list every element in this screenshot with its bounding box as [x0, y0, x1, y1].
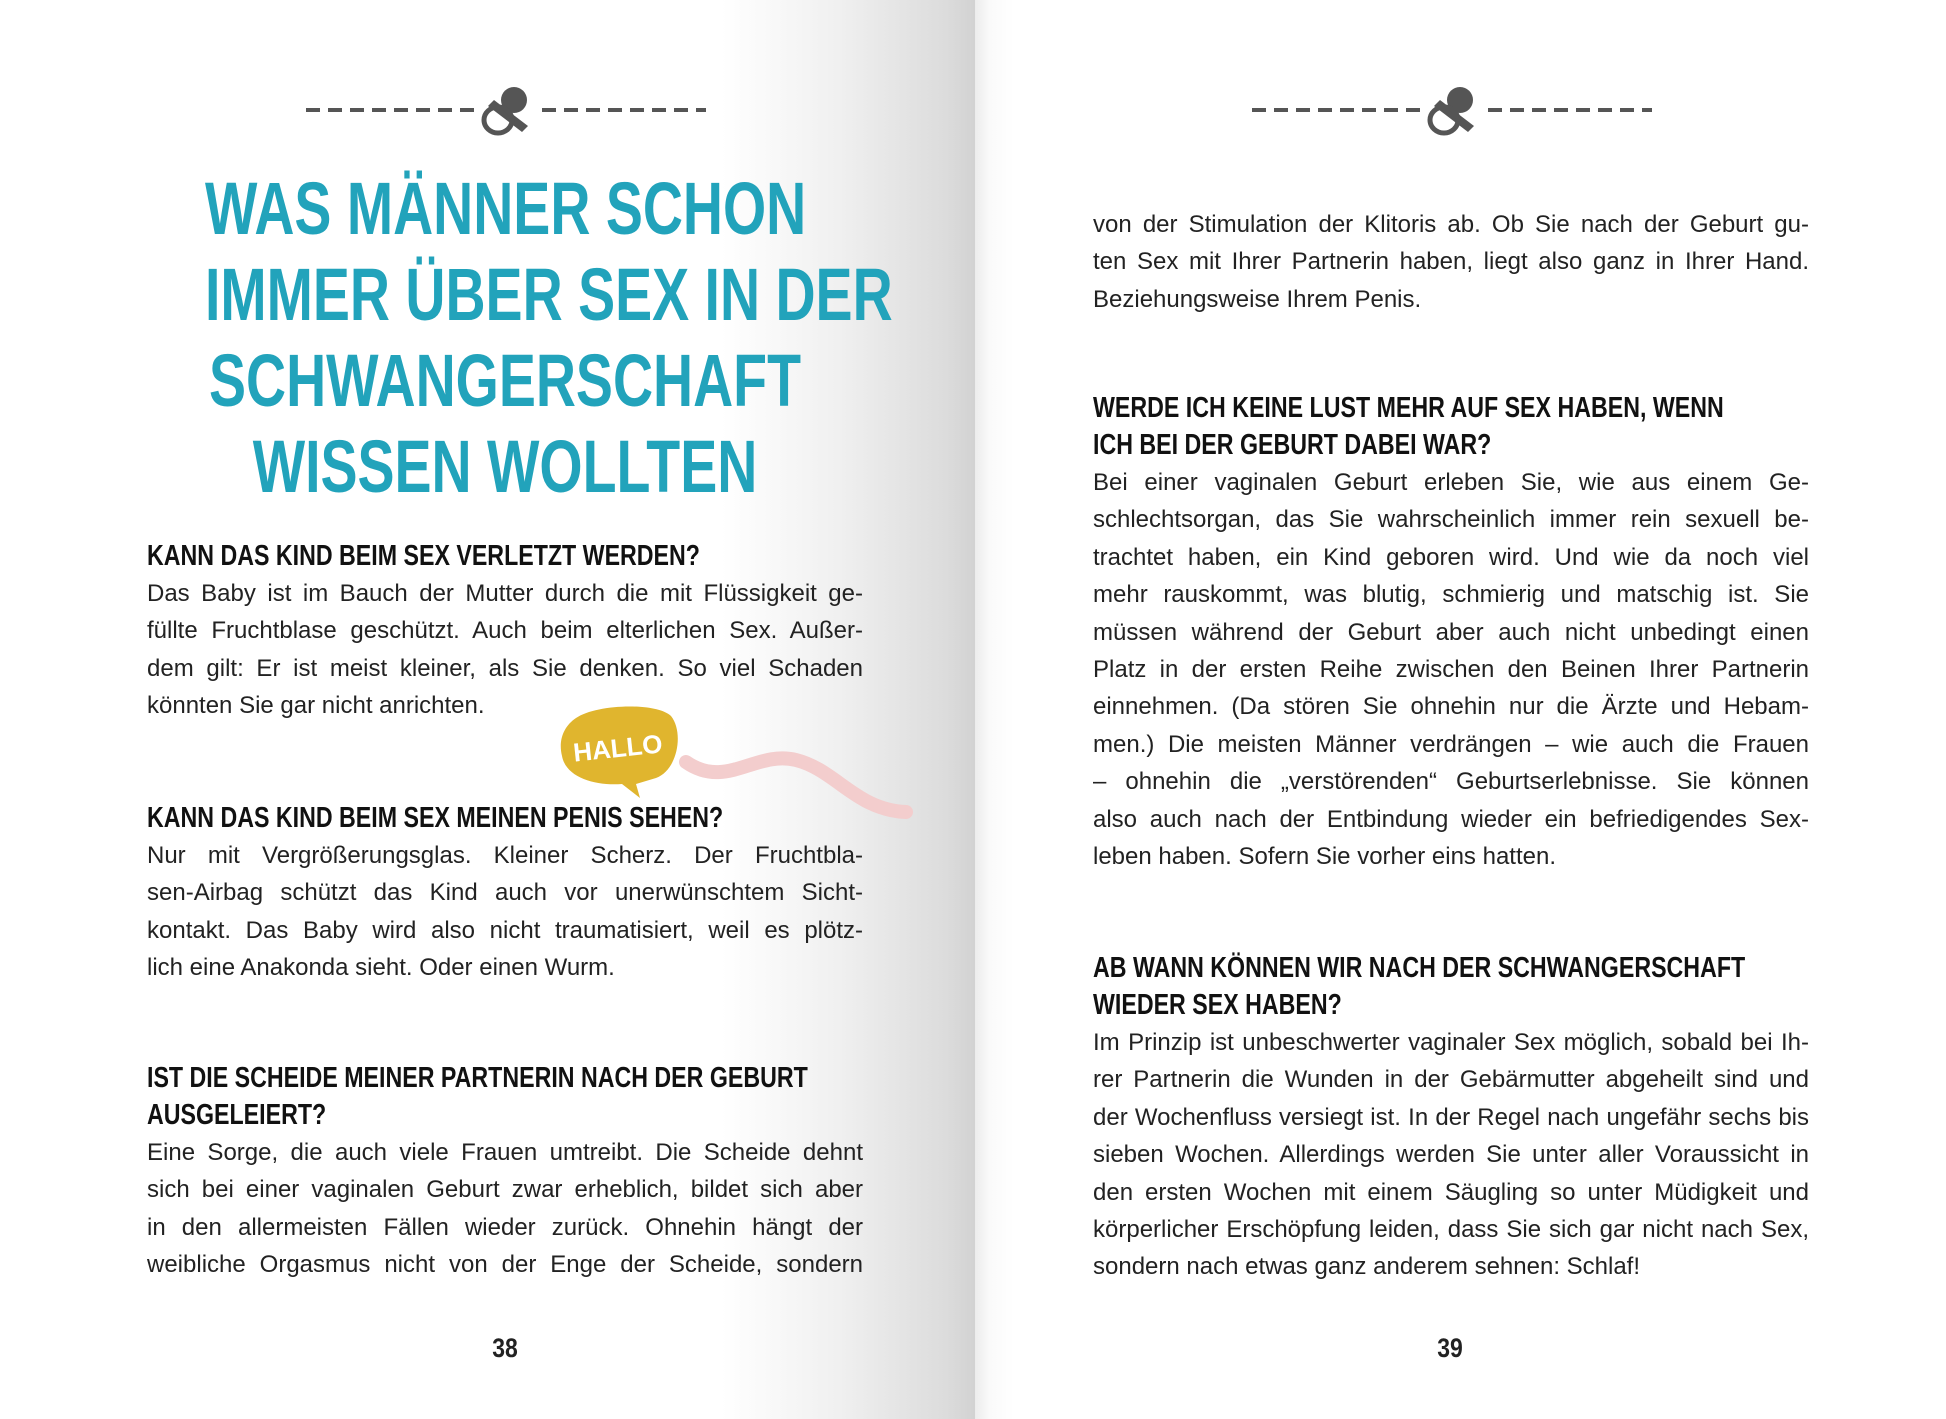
body-text-line: leben haben. Sofern Sie vorher eins hatten. — [1093, 842, 1556, 870]
body-text-line: ten Sex mit Ihrer Partnerin haben, liegt also ganz in Ihrer Hand. — [1093, 248, 1809, 276]
heading-line: IST DIE SCHEIDE MEINER PARTNERIN NACH DER GEBURT — [147, 1062, 808, 1094]
body-text-line: einnehmen. (Da stören Sie ohnehin nur die Ärzte und Hebam- — [1093, 693, 1809, 721]
body-text-line: rer Partnerin die Wunden in der Gebärmutter abgeheilt sind und — [1093, 1066, 1809, 1094]
page-number: 39 — [1437, 1333, 1463, 1363]
body-text-line: – ohnehin die „verstörenden“ Geburtserlebnisse. Sie können — [1093, 768, 1809, 796]
body-text-line: sich bei einer vaginalen Geburt zwar erheblich, bildet sich aber — [147, 1176, 863, 1204]
body-text-line: der Wochenfluss versiegt ist. In der Regel nach ungefähr sechs bis — [1093, 1103, 1809, 1131]
heading-line: AUSGELEIERT? — [147, 1099, 327, 1131]
section-heading — [147, 800, 863, 837]
body-text-line: also auch nach der Entbindung wieder ein befriedigendes Sex- — [1093, 805, 1809, 833]
body-text-line: dem gilt: Er ist meist kleiner, als Sie denken. So viel Schaden — [147, 654, 863, 682]
heading-line: ICH BEI DER GEBURT DABEI WAR? — [1093, 429, 1492, 461]
faq-section — [147, 1060, 863, 1284]
body-text-line: trachtet haben, ein Kind geboren wird. Und wie da noch viel — [1093, 543, 1809, 571]
pacifier-divider — [1252, 80, 1652, 140]
title-line: IMMER ÜBER SEX IN DER — [205, 253, 893, 336]
faq-section — [147, 538, 863, 725]
heading-line: WERDE ICH KEINE LUST MEHR AUF SEX HABEN, WENN — [1093, 392, 1724, 424]
body-text-line: müssen während der Geburt aber auch nicht unbedingt einen — [1093, 618, 1809, 646]
title-line: WISSEN WOLLTEN — [252, 425, 758, 508]
body-text-line: Im Prinzip ist unbeschwerter vaginaler Sex möglich, sobald bei Ih- — [1093, 1029, 1809, 1056]
body-text-line: kontakt. Das Baby wird also nicht traumatisiert, weil es plötz- — [147, 916, 863, 944]
pacifier-divider — [306, 80, 706, 140]
body-text-line: mehr rauskommt, was blutig, schmierig und matschig ist. Sie — [1093, 581, 1809, 609]
body-text-line: schlechtsorgan, das Sie wahrscheinlich immer rein sexuell be- — [1093, 506, 1809, 534]
body-text-line: in den allermeisten Fällen wieder zurück. Ohnehin hängt der — [147, 1213, 863, 1241]
faq-section — [1093, 206, 1809, 318]
body-text-line: Platz in der ersten Reihe zwischen den Beinen Ihrer Partnerin — [1093, 655, 1809, 683]
page-number: 38 — [492, 1333, 518, 1363]
pacifier-icon — [484, 87, 528, 133]
body-text-line: Das Baby ist im Bauch der Mutter durch die mit Flüssigkeit ge- — [147, 580, 863, 607]
body-text-line: lich eine Anakonda sieht. Oder einen Wurm. — [147, 954, 615, 982]
section-heading — [1093, 390, 1809, 464]
body-text-line: sieben Wochen. Allerdings werden Sie unter aller Voraussicht in — [1093, 1141, 1809, 1169]
bubble-text: HALLO — [571, 728, 664, 768]
body-text-line: Bei einer vaginalen Geburt erleben Sie, wie aus einem Ge- — [1093, 469, 1809, 496]
faq-section — [1093, 390, 1809, 875]
body-text-line: körperlicher Erschöpfung leiden, dass Sie sich gar nicht nach Sex, — [1093, 1215, 1809, 1243]
faq-section — [1093, 950, 1809, 1286]
heading-line: AB WANN KÖNNEN WIR NACH DER SCHWANGERSCHAFT — [1093, 952, 1746, 984]
section-heading — [1093, 950, 1809, 1024]
faq-section — [147, 800, 863, 987]
body-text-line: könnten Sie gar nicht anrichten. — [147, 692, 485, 720]
heading-line: KANN DAS KIND BEIM SEX VERLETZT WERDEN? — [147, 540, 700, 572]
heading-line: WIEDER SEX HABEN? — [1093, 989, 1342, 1021]
body-text-line: Beziehungsweise Ihrem Penis. — [1093, 285, 1422, 313]
body-text-line: sondern nach etwas ganz anderem sehnen: Schlaf! — [1093, 1253, 1641, 1281]
section-heading — [147, 1060, 863, 1134]
body-text-line: füllte Fruchtblase geschützt. Auch beim elterlichen Sex. Außer- — [147, 617, 863, 645]
title-line: SCHWANGERSCHAFT — [208, 339, 801, 422]
pacifier-icon — [1430, 87, 1474, 133]
body-text-line: men.) Die meisten Männer verdrängen – wie auch die Frauen — [1093, 730, 1809, 758]
title-line: WAS MÄNNER SCHON — [205, 167, 807, 250]
heading-line: KANN DAS KIND BEIM SEX MEINEN PENIS SEHEN? — [147, 802, 724, 834]
body-text-line: Eine Sorge, die auch viele Frauen umtreibt. Die Scheide dehnt — [147, 1139, 863, 1166]
section-heading — [147, 538, 863, 575]
body-text-line: Nur mit Vergrößerungsglas. Kleiner Scherz. Der Fruchtbla- — [147, 842, 863, 869]
body-text-line: den ersten Wochen mit einem Säugling so unter Müdigkeit und — [1093, 1178, 1809, 1206]
body-text-line: von der Stimulation der Klitoris ab. Ob Sie nach der Geburt gu- — [1093, 211, 1809, 238]
body-text-line: sen-Airbag schützt das Kind auch vor unerwünschtem Sicht- — [147, 879, 863, 907]
chapter-title — [105, 166, 905, 510]
body-text-line: weibliche Orgasmus nicht von der Enge der Scheide, sondern — [147, 1251, 863, 1279]
